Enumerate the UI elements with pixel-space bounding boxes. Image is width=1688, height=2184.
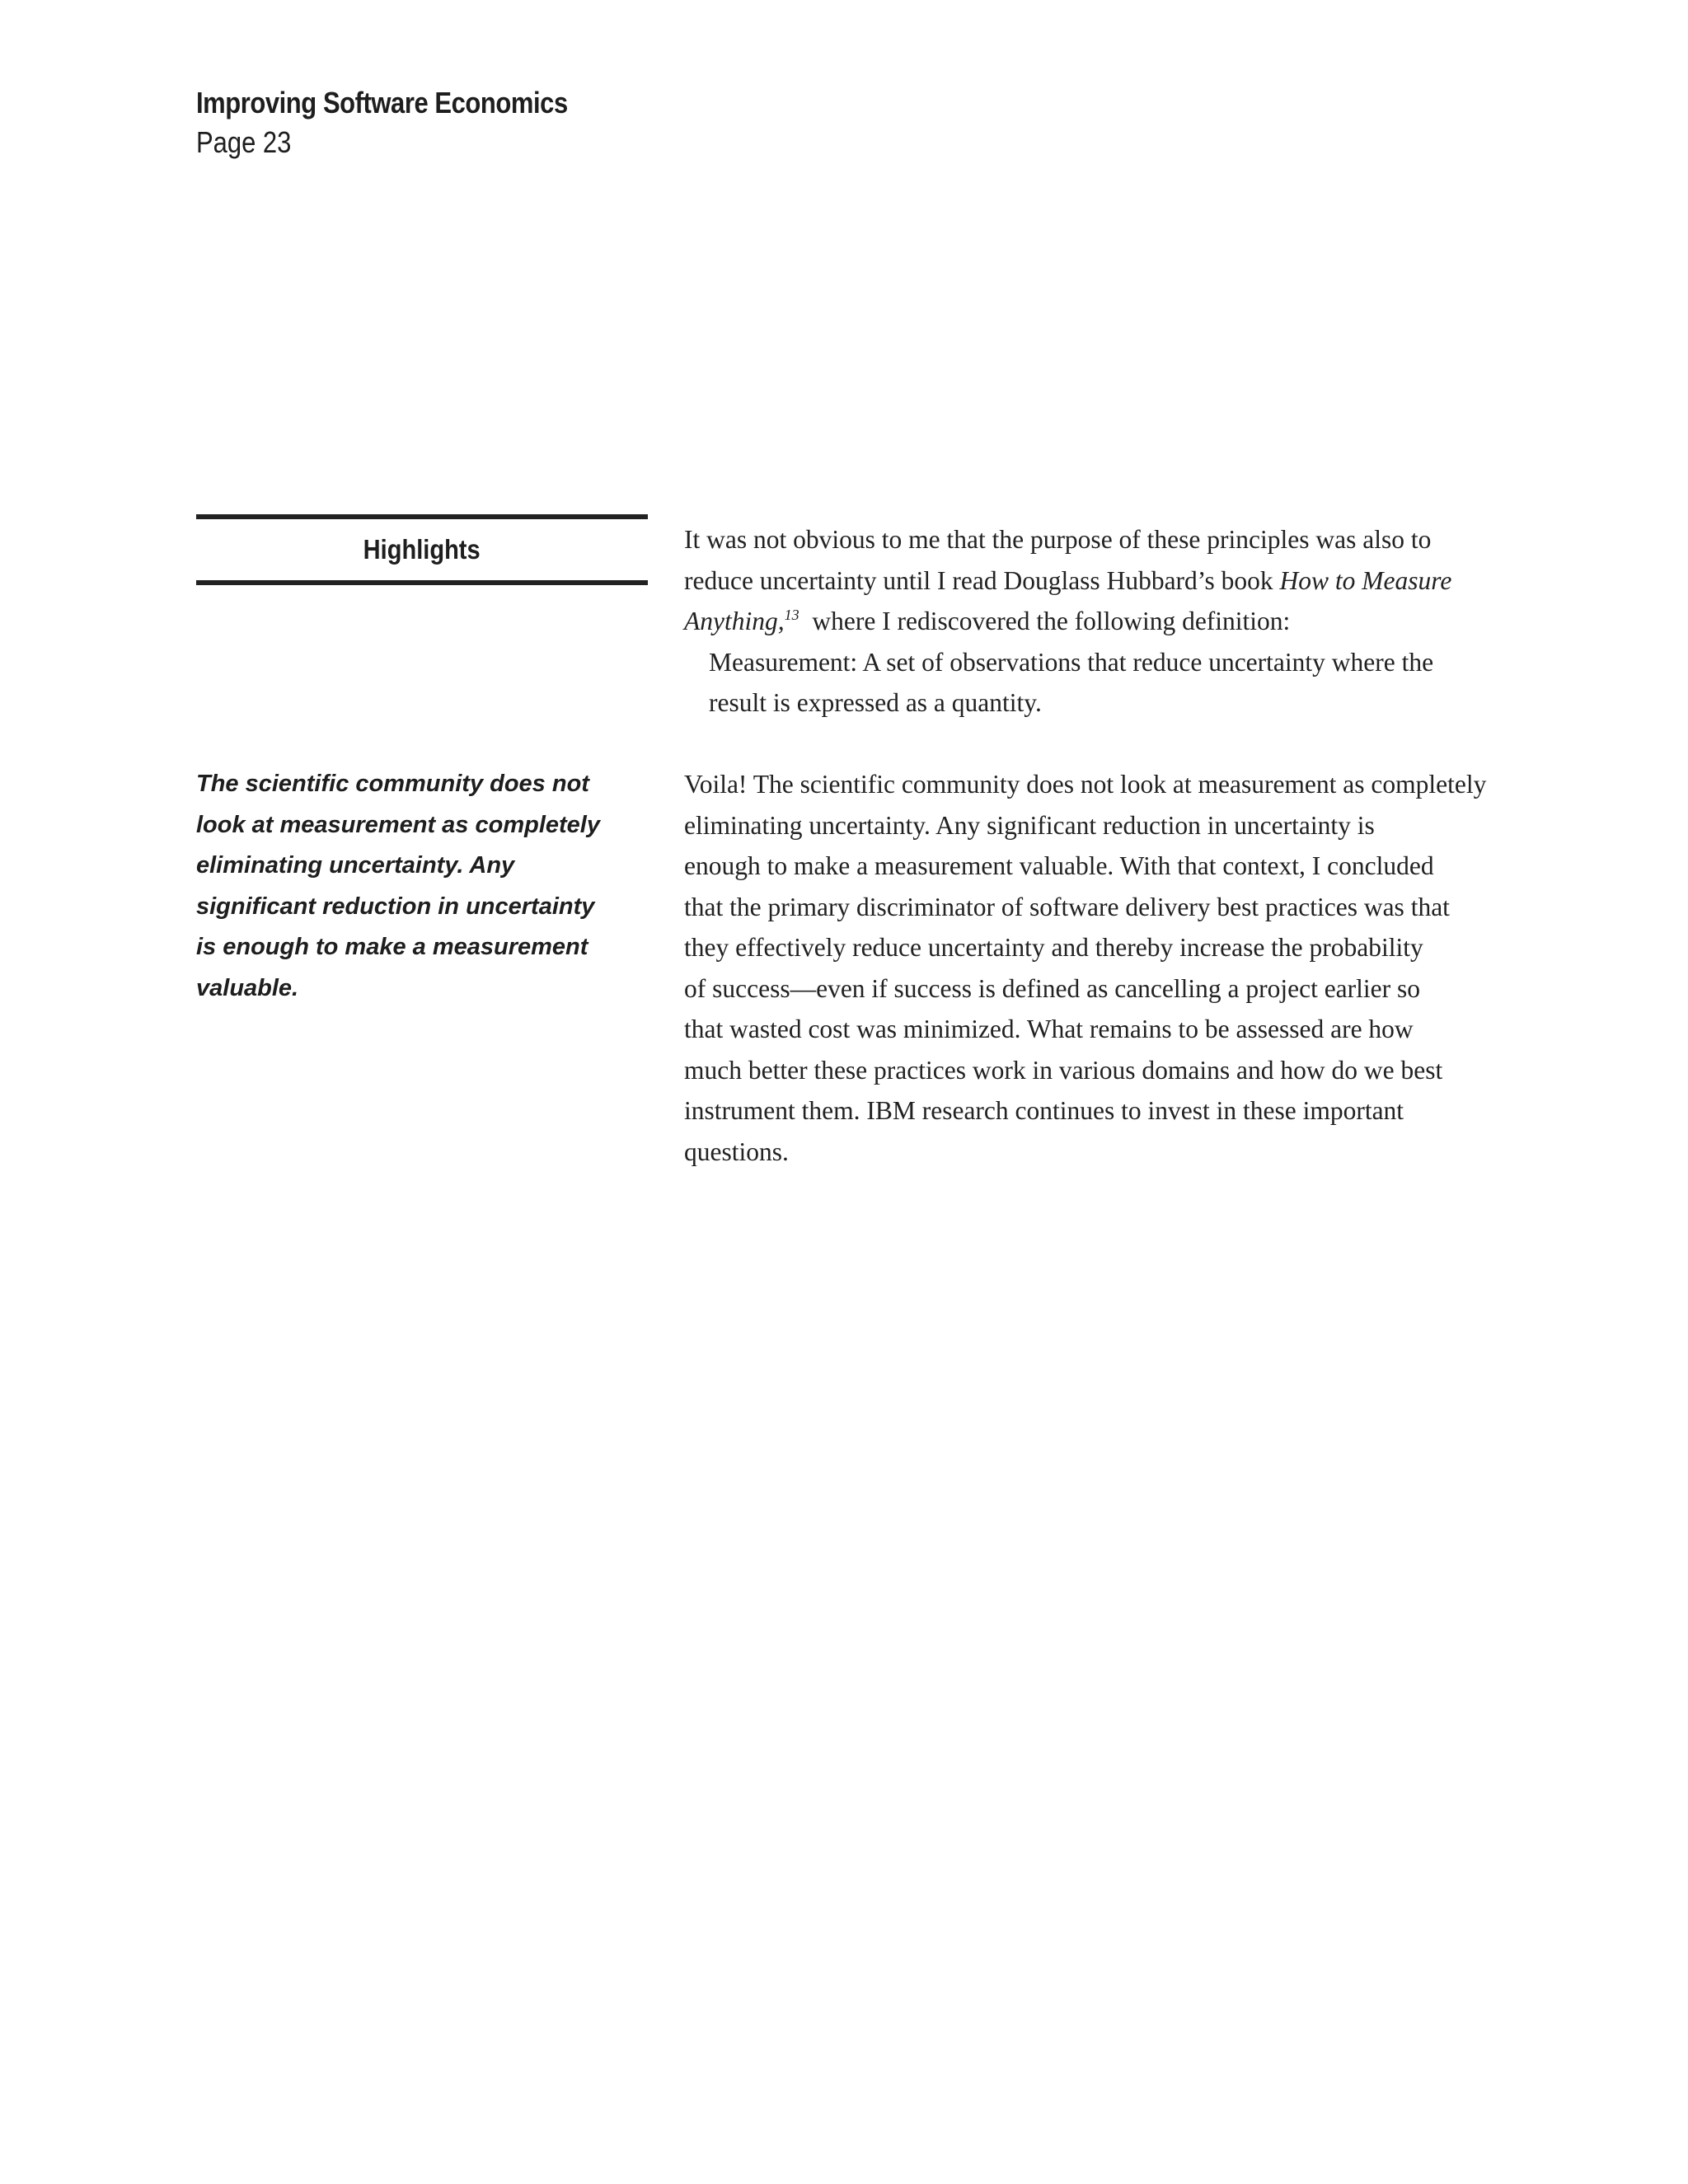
quote-line: The scientific community does not [196,771,589,797]
sidebar-pull-quote [196,764,645,1009]
body-paragraph-1 [684,519,1574,724]
body-paragraph-2 [684,764,1574,1172]
page-header [196,82,628,162]
quote-line: significant reduction in uncertainty [196,893,595,920]
body-line: enough to make a measurement valuable. With that context, I concluded [684,851,1434,880]
definition-line: Measurement: A set of observations that reduce uncertainty where the [709,647,1434,677]
body-line: questions. [684,1137,789,1166]
highlights-header [196,514,648,585]
body-line [684,601,1574,642]
body-line-text: where I rediscovered the following definition: [799,607,1291,635]
book-title-italic: How to Measure [1279,565,1452,595]
quote-line: look at measurement as completely [196,811,600,838]
quote-line: valuable. [196,974,299,1001]
body-line: instrument them. IBM research continues to invest in these important [684,1096,1404,1125]
body-line: It was not obvious to me that the purpose of these principles was also to [684,525,1432,554]
quote-line: is enough to make a measurement [196,934,588,960]
book-title-italic: Anything, [684,607,785,635]
document-title: Improving Software Economics [196,86,568,120]
body-line: they effectively reduce uncertainty and thereby increase the probability [684,933,1423,962]
page-number: Page 23 [196,125,292,159]
footnote-reference: 13 [784,607,799,623]
body-line: eliminating uncertainty. Any significant reduction in uncertainty is [684,810,1375,840]
definition-line: result is expressed as a quantity. [709,688,1042,717]
body-line: that wasted cost was minimized. What remains to be assessed are how [684,1015,1414,1043]
body-line: Voila! The scientific community does not look at measurement as completely [684,770,1487,799]
body-line: of success—even if success is defined as cancelling a project earlier so [684,973,1421,1003]
body-line: much better these practices work in various domains and how do we best [684,1055,1443,1085]
body-line-text: reduce uncertainty until I read Douglass Hubbard’s book [684,565,1280,595]
highlights-label: Highlights [363,534,481,565]
quote-line: eliminating uncertainty. Any [196,852,515,879]
body-line [684,560,1574,602]
body-line: that the primary discriminator of software delivery best practices was that [684,892,1450,921]
